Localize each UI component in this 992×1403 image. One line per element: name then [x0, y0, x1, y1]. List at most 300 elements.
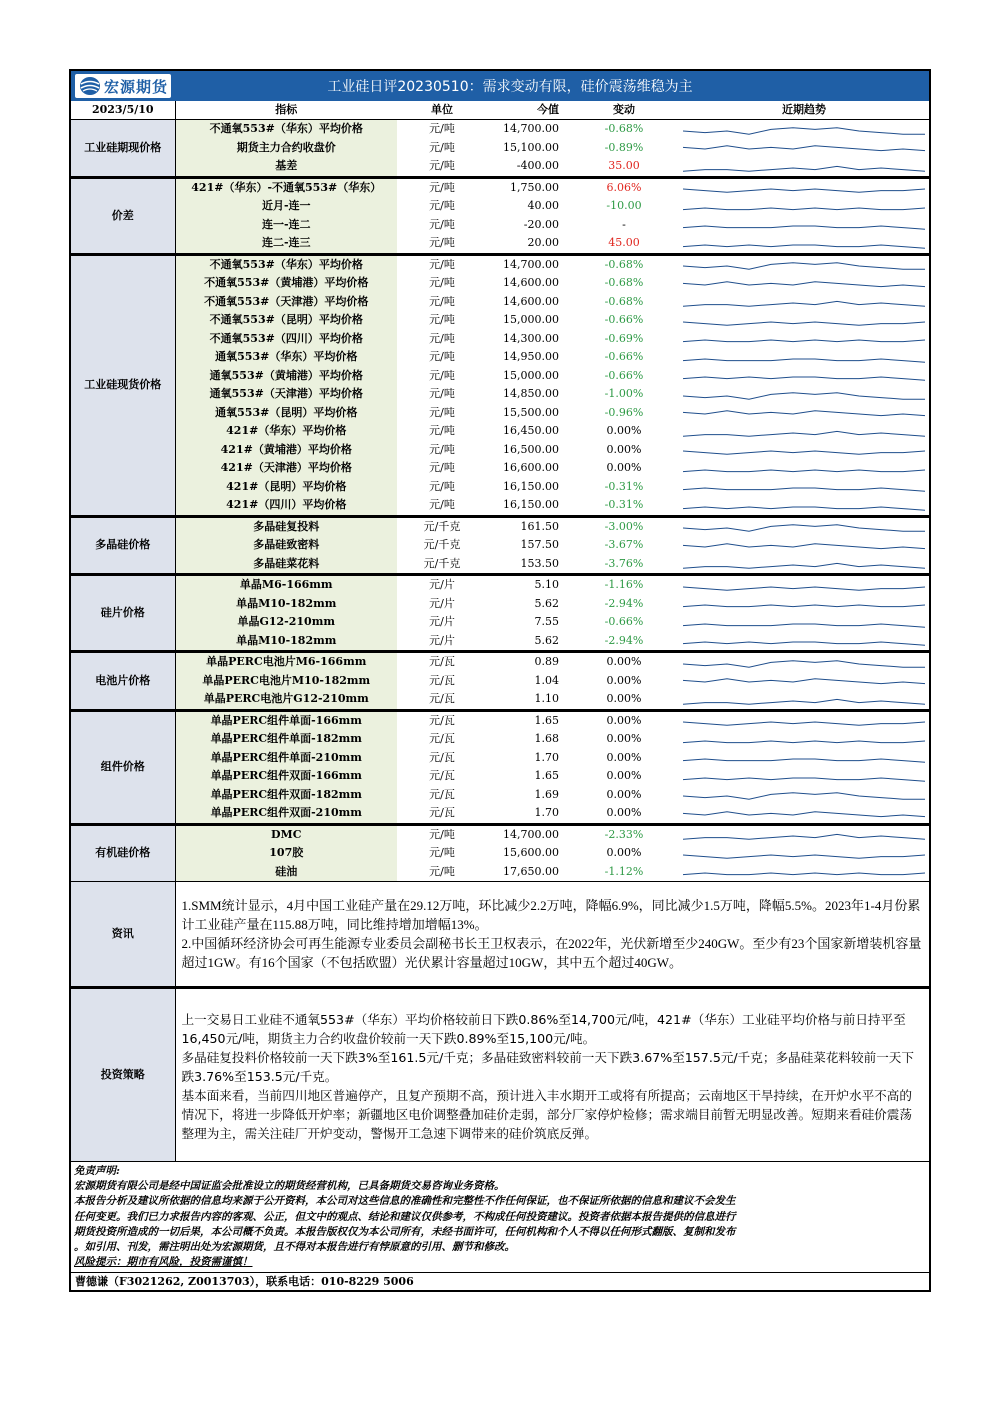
trend-sparkline	[679, 478, 929, 497]
change-cell: 0.00%	[606, 424, 642, 438]
sparkline-path	[683, 166, 925, 171]
sparkline-path	[683, 245, 925, 248]
unit-cell: 元/吨	[429, 498, 455, 512]
indicator-name: 单晶PERC组件单面-166mm	[175, 710, 397, 730]
table-row	[71, 197, 929, 216]
sparkline-svg	[683, 577, 925, 594]
indicator-name: 通氧553#（华东）平均价格	[175, 348, 397, 367]
table-row	[71, 367, 929, 386]
change-cell: 45.00	[608, 236, 640, 250]
sparkline-path	[683, 393, 925, 399]
sparkline-svg	[683, 555, 925, 572]
value-cell: 14,700.00	[487, 120, 569, 139]
value-cell: 153.50	[520, 556, 559, 570]
indicator-name: 多晶硅复投料	[175, 516, 397, 536]
unit-cell: 元/吨	[397, 177, 487, 197]
trend-sparkline	[679, 348, 929, 367]
unit-cell: 元/吨	[429, 199, 455, 213]
unit-cell: 元/吨	[429, 313, 455, 327]
disclaimer-title: 免责声明:	[74, 1165, 120, 1177]
change-cell: -2.94%	[604, 633, 644, 647]
change-cell: 0.00%	[569, 710, 679, 730]
change-cell: 0.00%	[606, 769, 642, 783]
unit-cell: 元/吨	[429, 294, 455, 308]
trend-sparkline	[679, 555, 929, 575]
table-row	[71, 824, 929, 844]
sparkline-path	[683, 488, 925, 491]
unit-cell: 元/吨	[397, 120, 487, 139]
trend-sparkline	[679, 496, 929, 516]
trend-sparkline	[679, 749, 929, 768]
trend-sparkline	[679, 274, 929, 293]
trend-sparkline	[679, 824, 929, 844]
indicator-name: 421#（天津港）平均价格	[175, 459, 397, 478]
value-cell: 1.65	[487, 710, 569, 730]
unit-cell: 元/吨	[429, 236, 455, 250]
indicator-name: 期货主力合约收盘价	[175, 139, 397, 158]
indicator-name: 连二-连三	[175, 234, 397, 254]
sparkline-svg	[683, 749, 925, 766]
change-cell: 0.00%	[606, 461, 642, 475]
change-cell: -0.31%	[604, 479, 644, 493]
sparkline-svg	[683, 672, 925, 689]
table-row	[71, 595, 929, 614]
change-cell: 6.06%	[569, 177, 679, 197]
category-label: 工业硅期现价格	[71, 120, 175, 178]
sparkline-path	[683, 722, 925, 725]
unit-cell: 元/吨	[429, 159, 455, 173]
report-title: 工业硅日评20230510：需求变动有限，硅价震荡维稳为主	[327, 79, 693, 95]
value-cell: 14,600.00	[503, 294, 559, 308]
indicator-name: 单晶M6-166mm	[175, 575, 397, 595]
sparkline-path	[683, 679, 925, 684]
sparkline-svg	[683, 121, 925, 138]
unit-cell: 元/吨	[429, 350, 455, 364]
sparkline-path	[683, 411, 925, 416]
trend-sparkline	[679, 234, 929, 254]
trend-sparkline	[679, 216, 929, 235]
col-trend: 近期趋势	[679, 101, 929, 120]
trend-sparkline	[679, 844, 929, 863]
change-cell: -	[622, 217, 626, 231]
value-cell: 14,300.00	[503, 331, 559, 345]
disclaimer-line: 本报告分析及建议所依据的信息均来源于公开资料，本公司对这些信息的准确性和完整性不作任何保证，也不保证所依据的信息和建议不会发生	[74, 1195, 736, 1208]
indicator-name: 单晶PERC组件双面-210mm	[175, 804, 397, 824]
disclaimer	[71, 1161, 929, 1272]
sparkline-svg	[683, 179, 925, 196]
value-cell: 14,700.00	[487, 824, 569, 844]
sparkline-path	[683, 778, 925, 781]
value-cell: 14,600.00	[503, 276, 559, 290]
table-row	[71, 177, 929, 197]
sparkline-svg	[683, 845, 925, 862]
sparkline-path	[683, 544, 925, 549]
sparkline-svg	[683, 349, 925, 366]
col-unit: 单位	[397, 101, 487, 120]
indicator-name: 421#（黄埔港）平均价格	[175, 441, 397, 460]
sparkline-path	[683, 741, 925, 743]
indicator-name: 421#（华东）-不通氧553#（华东）	[175, 177, 397, 197]
table-row	[71, 404, 929, 423]
table-row	[71, 863, 929, 882]
unit-cell: 元/吨	[429, 276, 455, 290]
sparkline-path	[683, 624, 925, 627]
value-cell: 1.04	[534, 673, 559, 687]
unit-cell: 元/瓦	[429, 750, 455, 764]
sparkline-svg	[683, 293, 925, 310]
indicator-name: 不通氧553#（昆明）平均价格	[175, 311, 397, 330]
report-header	[71, 71, 929, 101]
sparkline-path	[683, 835, 925, 840]
indicator-name: 多晶硅致密料	[175, 536, 397, 555]
sparkline-svg	[683, 632, 925, 649]
sparkline-svg	[683, 404, 925, 421]
value-cell: 157.50	[520, 538, 559, 552]
trend-sparkline	[679, 767, 929, 786]
sparkline-path	[683, 525, 925, 531]
trend-sparkline	[679, 422, 929, 441]
table-row	[71, 216, 929, 235]
category-label: 多晶硅价格	[71, 516, 175, 575]
table-row	[71, 234, 929, 254]
unit-cell: 元/吨	[429, 368, 455, 382]
table-row	[71, 120, 929, 139]
unit-cell: 元/瓦	[429, 673, 455, 687]
indicator-name: 多晶硅菜花料	[175, 555, 397, 575]
unit-cell: 元/吨	[397, 254, 487, 274]
table-row	[71, 804, 929, 824]
indicator-name: 107胶	[175, 844, 397, 863]
change-cell: 0.00%	[606, 673, 642, 687]
unit-cell: 元/吨	[429, 140, 455, 154]
trend-sparkline	[679, 613, 929, 632]
sparkline-path	[683, 340, 925, 342]
trend-sparkline	[679, 730, 929, 749]
unit-cell: 元/片	[397, 575, 487, 595]
category-label: 组件价格	[71, 710, 175, 824]
company-logo	[75, 74, 171, 98]
indicator-name: 通氧553#（黄埔港）平均价格	[175, 367, 397, 386]
change-cell: -0.68%	[569, 254, 679, 274]
sparkline-path	[683, 564, 925, 569]
unit-cell: 元/千克	[423, 556, 461, 570]
value-cell: 15,000.00	[503, 368, 559, 382]
unit-cell: 元/吨	[429, 217, 455, 231]
table-row	[71, 516, 929, 536]
table-row	[71, 139, 929, 158]
trend-sparkline	[679, 786, 929, 805]
unit-cell: 元/瓦	[429, 692, 455, 706]
table-row	[71, 311, 929, 330]
table-row	[71, 459, 929, 478]
value-cell: 1.65	[534, 769, 559, 783]
indicator-name: 单晶M10-182mm	[175, 632, 397, 652]
value-cell: 1.70	[534, 750, 559, 764]
news-item-2: 2.中国循环经济协会可再生能源专业委员会副秘书长王卫权表示，在2022年，光伏新增至少240GW。至少有23个国家新增装机容量超过1GW。有16个国家（不包括欧盟）光伏累计容量超过10GW，其中五个超过40GW。	[181, 936, 922, 970]
value-cell: 15,000.00	[503, 313, 559, 327]
table-row	[71, 632, 929, 652]
sparkline-svg	[683, 654, 925, 671]
indicator-name: 不通氧553#（四川）平均价格	[175, 330, 397, 349]
sparkline-svg	[683, 768, 925, 785]
disclaimer-line: 。如引用、刊发，需注明出处为宏源期货，且不得对本报告进行有悖原意的引用、删节和修改。	[74, 1241, 515, 1254]
sparkline-svg	[683, 441, 925, 458]
sparkline-svg	[683, 786, 925, 803]
value-cell: 15,100.00	[503, 140, 559, 154]
change-cell: -0.66%	[604, 368, 644, 382]
report-date: 2023/5/10	[71, 101, 175, 120]
trend-sparkline	[679, 385, 929, 404]
trend-sparkline	[679, 595, 929, 614]
change-cell: -0.69%	[604, 331, 644, 345]
trend-sparkline	[679, 575, 929, 595]
sparkline-path	[683, 451, 925, 454]
sparkline-svg	[683, 614, 925, 631]
value-cell: 0.89	[487, 652, 569, 672]
sparkline-svg	[683, 712, 925, 729]
logo-text: 宏源期货	[104, 77, 169, 96]
value-cell: 16,150.00	[503, 479, 559, 493]
change-cell: 0.00%	[606, 692, 642, 706]
value-cell: 161.50	[487, 516, 569, 536]
value-cell: 1.70	[534, 806, 559, 820]
change-cell: 35.00	[608, 159, 640, 173]
table-row	[71, 613, 929, 632]
table-row	[71, 730, 929, 749]
trend-sparkline	[679, 459, 929, 478]
disclaimer-line: 宏源期货有限公司是经中国证监会批准设立的期货经营机构，已具备期货交易咨询业务资格。	[74, 1180, 505, 1193]
sparkline-path	[683, 642, 925, 645]
value-cell: 14,850.00	[503, 387, 559, 401]
sparkline-path	[683, 226, 925, 229]
strategy-para-3: 基本面来看，当前四川地区普遍停产，且复产预期不高，预计进入丰水期开工或将有所提高；云南地区干旱持续，在开炉水平不高的情况下，将进一步降低开炉率；新疆地区电价调整叠加硅价走弱，部分厂家停炉检修；需求端目前暂无明显改善。短期来看硅价震荡整理为主，需关注硅厂开炉变动，警惕开工急速下调带来的硅价筑底反弹。	[181, 1088, 912, 1141]
change-cell: -2.94%	[604, 596, 644, 610]
category-label: 有机硅价格	[71, 824, 175, 882]
change-cell: -0.68%	[604, 276, 644, 290]
sparkline-path	[683, 812, 925, 817]
change-cell: -0.89%	[604, 140, 644, 154]
table-row	[71, 690, 929, 710]
table-row	[71, 555, 929, 575]
indicator-name: 单晶PERC组件双面-182mm	[175, 786, 397, 805]
sparkline-path	[683, 302, 925, 307]
sparkline-svg	[683, 198, 925, 215]
sparkline-path	[683, 189, 925, 192]
trend-sparkline	[679, 441, 929, 460]
col-indicator: 指标	[175, 101, 397, 120]
strategy-para-2: 多晶硅复投料价格较前一天下跌3%至161.5元/千克；多晶硅致密料较前一天下跌3.67%至157.5元/千克；多晶硅菜花料较前一天下跌3.76%至153.5元/千克。	[181, 1050, 914, 1084]
change-cell: -0.66%	[604, 350, 644, 364]
sparkline-path	[683, 873, 925, 875]
strategy-label: 投资策略	[71, 988, 175, 1162]
change-cell: 0.00%	[606, 750, 642, 764]
unit-cell: 元/千克	[423, 538, 461, 552]
table-row	[71, 786, 929, 805]
indicator-name: 基差	[175, 157, 397, 177]
sparkline-path	[683, 470, 925, 472]
trend-sparkline	[679, 157, 929, 177]
trend-sparkline	[679, 652, 929, 672]
change-cell: -3.67%	[604, 538, 644, 552]
unit-cell: 元/吨	[429, 424, 455, 438]
value-cell: 16,600.00	[503, 461, 559, 475]
logo-globe-icon	[79, 76, 101, 96]
unit-cell: 元/瓦	[429, 732, 455, 746]
table-row	[71, 652, 929, 672]
value-cell: 14,950.00	[503, 350, 559, 364]
change-cell: -0.68%	[569, 120, 679, 139]
risk-warning: 风险提示：期市有风险，投资需谨慎！	[74, 1256, 253, 1269]
indicator-name: 单晶PERC电池片M10-182mm	[175, 672, 397, 691]
table-row	[71, 767, 929, 786]
sparkline-svg	[683, 595, 925, 612]
unit-cell: 元/片	[429, 615, 455, 629]
value-cell: 1,750.00	[487, 177, 569, 197]
sparkline-svg	[683, 826, 925, 843]
table-row	[71, 330, 929, 349]
trend-sparkline	[679, 367, 929, 386]
sparkline-path	[683, 759, 925, 762]
table-row	[71, 496, 929, 516]
trend-sparkline	[679, 254, 929, 274]
trend-sparkline	[679, 632, 929, 652]
change-cell: 0.00%	[606, 442, 642, 456]
sparkline-path	[683, 377, 925, 380]
indicator-name: 单晶PERC组件单面-210mm	[175, 749, 397, 768]
trend-sparkline	[679, 177, 929, 197]
sparkline-path	[683, 263, 925, 269]
category-label: 电池片价格	[71, 652, 175, 711]
indicator-name: 421#（昆明）平均价格	[175, 478, 397, 497]
unit-cell: 元/吨	[429, 331, 455, 345]
sparkline-path	[683, 661, 925, 667]
category-label: 工业硅现货价格	[71, 254, 175, 516]
change-cell: -0.96%	[604, 405, 644, 419]
unit-cell: 元/瓦	[397, 652, 487, 672]
trend-sparkline	[679, 710, 929, 730]
unit-cell: 元/吨	[429, 405, 455, 419]
unit-cell: 元/吨	[429, 461, 455, 475]
value-cell: 5.62	[534, 633, 559, 647]
table-row	[71, 710, 929, 730]
sparkline-svg	[683, 158, 925, 175]
indicator-name: 单晶PERC组件双面-166mm	[175, 767, 397, 786]
indicator-name: 不通氧553#（华东）平均价格	[175, 254, 397, 274]
unit-cell: 元/吨	[429, 442, 455, 456]
indicator-name: 单晶PERC组件单面-182mm	[175, 730, 397, 749]
strategy-para-1: 上一交易日工业硅不通氧553#（华东）平均价格较前日下跌0.86%至14,700元/吨，421#（华东）工业硅平均价格与前日持平至16,450元/吨，期货主力合约收盘价较前一天下跌0.89%至15,100元/吨。	[181, 1012, 906, 1046]
trend-sparkline	[679, 120, 929, 139]
value-cell: 5.62	[534, 596, 559, 610]
unit-cell: 元/瓦	[429, 769, 455, 783]
change-cell: 0.00%	[606, 806, 642, 820]
unit-cell: 元/瓦	[397, 710, 487, 730]
indicator-name: 通氧553#（天津港）平均价格	[175, 385, 397, 404]
sparkline-svg	[683, 863, 925, 880]
change-cell: 0.00%	[606, 732, 642, 746]
change-cell: -3.76%	[604, 556, 644, 570]
value-cell: 1.10	[534, 692, 559, 706]
unit-cell: 元/吨	[429, 479, 455, 493]
unit-cell: 元/吨	[429, 387, 455, 401]
sparkline-path	[683, 605, 925, 607]
category-label: 硅片价格	[71, 575, 175, 652]
table-row	[71, 348, 929, 367]
news-item-1: 1.SMM统计显示，4月中国工业硅产量在29.12万吨，环比减少2.2万吨，降幅6.9%，同比减少1.5万吨，降幅5.5%。2023年1-4月份累计工业硅产量在115.88万吨，同比维持增加增幅13%。	[181, 898, 921, 932]
trend-sparkline	[679, 690, 929, 710]
change-cell: -0.31%	[604, 498, 644, 512]
trend-sparkline	[679, 404, 929, 423]
value-cell: 15,500.00	[503, 405, 559, 419]
indicator-name: 连一-连二	[175, 216, 397, 235]
sparkline-svg	[683, 460, 925, 477]
value-cell: -400.00	[516, 159, 559, 173]
table-row	[71, 441, 929, 460]
col-change: 变动	[569, 101, 679, 120]
sparkline-path	[683, 587, 925, 590]
sparkline-svg	[683, 691, 925, 708]
change-cell: -1.16%	[569, 575, 679, 595]
table-row	[71, 536, 929, 555]
disclaimer-line: 任何变更。我们已力求报告内容的客观、公正，但文中的观点、结论和建议仅供参考，不构成任何投资建议。投资者依据本报告提供的信息进行	[74, 1210, 736, 1223]
unit-cell: 元/吨	[429, 864, 455, 878]
sparkline-svg	[683, 423, 925, 440]
sparkline-path	[683, 146, 925, 151]
value-cell: 1.68	[534, 732, 559, 746]
value-cell: 20.00	[527, 236, 559, 250]
sparkline-path	[683, 208, 925, 210]
unit-cell: 元/片	[429, 633, 455, 647]
sparkline-svg	[683, 478, 925, 495]
indicator-name: 不通氧553#（黄埔港）平均价格	[175, 274, 397, 293]
sparkline-svg	[683, 367, 925, 384]
sparkline-path	[683, 322, 925, 325]
table-row	[71, 274, 929, 293]
change-cell: 0.00%	[606, 846, 642, 860]
value-cell: 15,600.00	[503, 846, 559, 860]
trend-sparkline	[679, 311, 929, 330]
unit-cell: 元/瓦	[429, 787, 455, 801]
value-cell: 16,500.00	[503, 442, 559, 456]
trend-sparkline	[679, 330, 929, 349]
sparkline-svg	[683, 312, 925, 329]
indicator-name: 421#（四川）平均价格	[175, 496, 397, 516]
indicator-name: DMC	[175, 824, 397, 844]
sparkline-svg	[683, 275, 925, 292]
sparkline-svg	[683, 256, 925, 273]
sparkline-svg	[683, 330, 925, 347]
indicator-name: 近月-连一	[175, 197, 397, 216]
indicator-name: 不通氧553#（华东）平均价格	[175, 120, 397, 139]
unit-cell: 元/吨	[429, 846, 455, 860]
unit-cell: 元/吨	[397, 824, 487, 844]
sparkline-path	[683, 359, 925, 362]
sparkline-path	[683, 431, 925, 436]
sparkline-path	[683, 793, 925, 799]
value-cell: 1.69	[534, 787, 559, 801]
trend-sparkline	[679, 672, 929, 691]
indicator-name: 单晶PERC电池片G12-210mm	[175, 690, 397, 710]
analyst-contact: 曹德谦（F3021262, Z0013703），联系电话：010-8229 5006	[71, 1272, 929, 1290]
value-cell: 7.55	[534, 615, 559, 629]
indicator-name: 单晶G12-210mm	[175, 613, 397, 632]
report-sheet	[69, 69, 931, 1292]
news-label: 资讯	[71, 882, 175, 988]
price-table	[71, 101, 929, 1161]
disclaimer-line: 期货投资所造成的一切后果，本公司概不负责。本报告版权仅为本公司所有，未经书面许可，任何机构和个人不得以任何形式翻版、复制和发布	[74, 1225, 736, 1238]
trend-sparkline	[679, 804, 929, 824]
table-row	[71, 293, 929, 312]
